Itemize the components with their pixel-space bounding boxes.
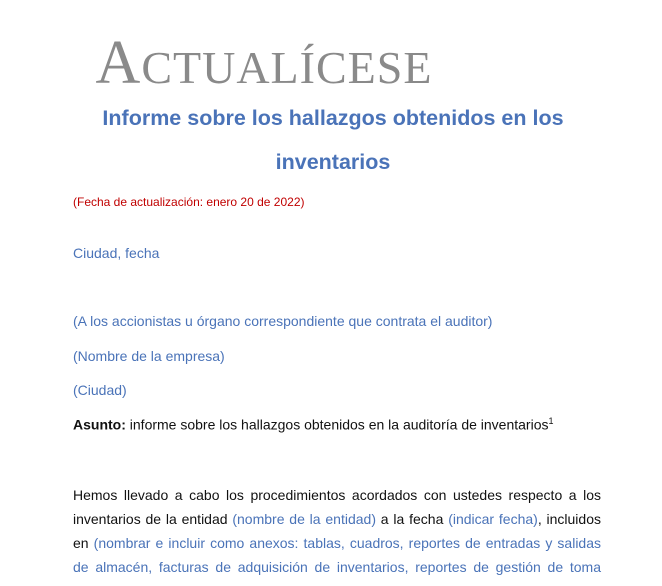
body-paragraph xyxy=(73,483,601,579)
actualicese-logo xyxy=(0,28,528,99)
document-title xyxy=(0,96,662,184)
recipient-company: (Nombre de la empresa) xyxy=(73,348,225,364)
title-line-2: inventarios xyxy=(275,150,391,174)
subject-text: informe sobre los hallazgos obtenidos en la auditoría de inventarios xyxy=(125,416,549,433)
recipient-to: (A los accionistas u órgano correspondiente que contrata el auditor) xyxy=(73,313,493,329)
update-date: (Fecha de actualización: enero 20 de 2022) xyxy=(73,195,305,209)
title-line-1: Informe sobre los hallazgos obtenidos en los xyxy=(102,106,564,130)
body-text-segment: , incluidos xyxy=(537,511,601,527)
body-line-3 xyxy=(73,531,601,555)
body-text-segment: en xyxy=(73,535,94,551)
placeholder-entity-name: (nombre de la entidad) xyxy=(232,511,376,527)
recipient-city: (Ciudad) xyxy=(73,382,127,398)
body-line-4: de almacén, facturas de adquisición de inventarios, reportes de gestión de toma xyxy=(73,559,601,575)
body-line-1: Hemos llevado a cabo los procedimientos acordados con ustedes respecto a los xyxy=(73,487,601,503)
logo-rest: CTUALÍCESE xyxy=(141,42,433,93)
city-date: Ciudad, fecha xyxy=(73,245,160,261)
placeholder-annexes: (nombrar e incluir como anexos: tablas, cuadros, reportes de entradas y salidas xyxy=(93,535,601,551)
subject-line xyxy=(73,416,554,433)
body-line-2 xyxy=(73,507,601,531)
subject-label: Asunto: xyxy=(73,416,126,433)
logo-first-letter: A xyxy=(95,29,142,97)
footnote-marker: 1 xyxy=(548,416,554,426)
body-text-segment: a la fecha xyxy=(376,511,449,527)
placeholder-date: (indicar fecha) xyxy=(448,511,538,527)
body-text-segment: inventarios de la entidad xyxy=(73,511,233,527)
